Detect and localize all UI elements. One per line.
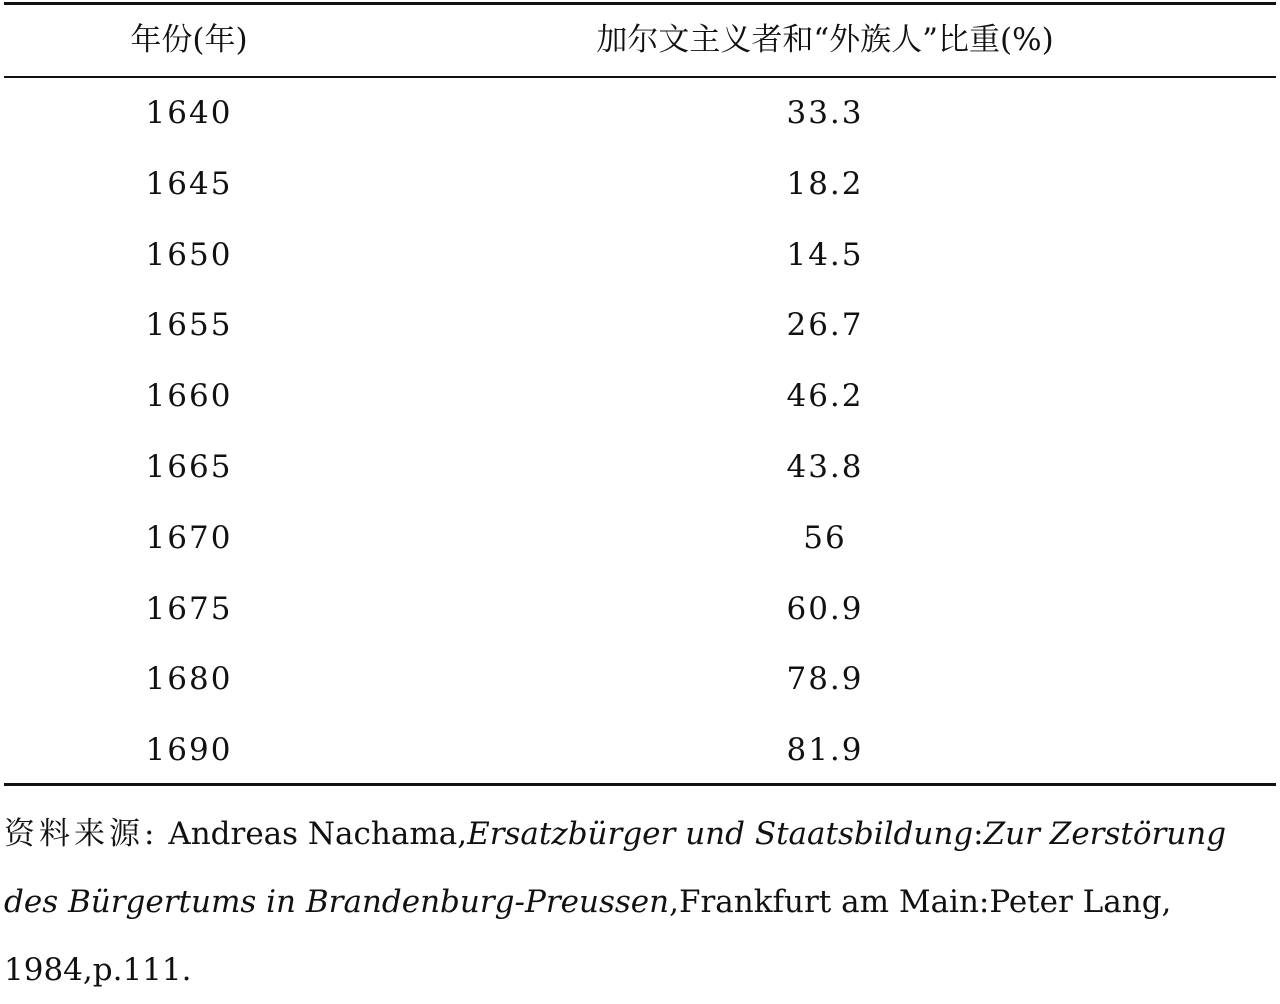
table-row (4, 432, 1276, 503)
ratio-cell: 81.9 (786, 732, 864, 769)
source-author: Andreas Nachama, (168, 816, 468, 852)
source-label: 资料来源: (4, 816, 159, 852)
year-cell: 1650 (145, 236, 233, 273)
source-note (4, 800, 1276, 1004)
source-year-page: 1984,p.111. (4, 952, 192, 988)
source-title-part2: Zur Zerstörung des Bürgertums in Brandenburg-Preussen (4, 816, 1227, 920)
column-header-year: 年份(年) (130, 22, 248, 58)
table-row (4, 361, 1276, 432)
ratio-cell: 78.9 (786, 661, 864, 698)
source-title-part1: Ersatzbürger und Staatsbildung (467, 816, 974, 852)
year-cell: 1655 (145, 307, 233, 344)
table-row (4, 290, 1276, 361)
table-row (4, 574, 1276, 645)
year-cell: 1640 (145, 95, 233, 131)
year-cell: 1660 (145, 378, 233, 415)
table-top-rule (4, 2, 1276, 5)
table-row (4, 149, 1276, 220)
ratio-cell: 14.5 (786, 236, 864, 273)
year-cell: 1680 (145, 661, 233, 698)
year-cell: 1690 (145, 732, 233, 769)
ratio-cell: 43.8 (786, 448, 864, 485)
table-row (4, 644, 1276, 715)
year-cell: 1665 (145, 448, 233, 485)
ratio-cell: 60.9 (786, 590, 864, 627)
year-cell: 1675 (145, 590, 233, 627)
year-cell: 1645 (145, 165, 233, 202)
source-publisher: ,Frankfurt am Main:Peter Lang, (669, 884, 1172, 920)
table-row (4, 715, 1276, 786)
ratio-cell: 56 (803, 519, 847, 556)
table-row (4, 78, 1276, 149)
table-body (4, 78, 1276, 786)
source-colon: : (973, 816, 984, 852)
ratio-cell: 46.2 (786, 378, 864, 415)
column-header-ratio: 加尔文主义者和“外族人”比重(%) (596, 22, 1054, 58)
year-cell: 1670 (145, 519, 233, 556)
ratio-cell: 33.3 (786, 95, 864, 131)
table-bottom-rule (4, 783, 1276, 786)
ratio-cell: 26.7 (786, 307, 864, 344)
ratio-cell: 18.2 (786, 165, 864, 202)
table-row (4, 503, 1276, 574)
table-row (4, 220, 1276, 291)
